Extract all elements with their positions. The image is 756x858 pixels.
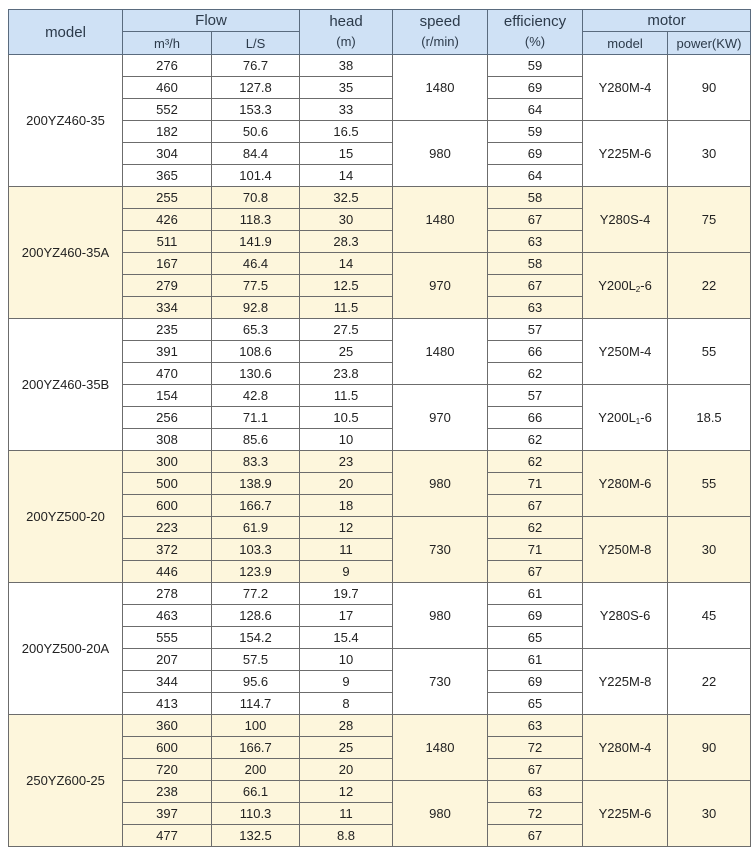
efficiency-cell: 72 xyxy=(488,737,583,759)
flow-m3h-cell: 182 xyxy=(123,121,212,143)
motor-model-cell xyxy=(583,649,668,715)
efficiency-cell: 63 xyxy=(488,715,583,737)
flow-m3h-cell: 344 xyxy=(123,671,212,693)
flow-ls-cell: 101.4 xyxy=(212,165,300,187)
head-cell: 30 xyxy=(300,209,393,231)
efficiency-cell: 67 xyxy=(488,495,583,517)
efficiency-cell: 65 xyxy=(488,627,583,649)
flow-m3h-cell: 372 xyxy=(123,539,212,561)
flow-ls-cell: 130.6 xyxy=(212,363,300,385)
motor-power-cell: 22 xyxy=(668,649,751,715)
speed-cell: 1480 xyxy=(393,55,488,121)
head-cell: 8 xyxy=(300,693,393,715)
model-block xyxy=(9,451,751,583)
motor-model-text: Y225M-6 xyxy=(598,146,652,161)
flow-ls-cell: 132.5 xyxy=(212,825,300,847)
head-cell: 16.5 xyxy=(300,121,393,143)
efficiency-cell: 57 xyxy=(488,385,583,407)
efficiency-cell: 69 xyxy=(488,77,583,99)
head-cell: 28.3 xyxy=(300,231,393,253)
motor-model-text: Y280S-4 xyxy=(599,212,651,227)
flow-ls-cell: 154.2 xyxy=(212,627,300,649)
head-cell: 12.5 xyxy=(300,275,393,297)
efficiency-cell: 66 xyxy=(488,407,583,429)
flow-m3h-cell: 460 xyxy=(123,77,212,99)
flow-m3h-cell: 600 xyxy=(123,737,212,759)
flow-m3h-cell: 154 xyxy=(123,385,212,407)
model-name-cell: 250YZ600-25 xyxy=(9,715,123,847)
flow-m3h-cell: 413 xyxy=(123,693,212,715)
motor-model-suffix: -6 xyxy=(640,277,652,293)
model-name-cell: 200YZ460-35 xyxy=(9,55,123,187)
header-flow: Flow xyxy=(123,10,300,32)
flow-m3h-cell: 426 xyxy=(123,209,212,231)
flow-m3h-cell: 255 xyxy=(123,187,212,209)
efficiency-cell: 67 xyxy=(488,825,583,847)
speed-cell: 970 xyxy=(393,385,488,451)
efficiency-cell: 57 xyxy=(488,319,583,341)
pump-spec-table xyxy=(8,9,751,847)
flow-ls-cell: 46.4 xyxy=(212,253,300,275)
flow-ls-cell: 85.6 xyxy=(212,429,300,451)
header-flow-m3h: m³/h xyxy=(123,32,212,55)
speed-cell: 730 xyxy=(393,517,488,583)
motor-model-cell xyxy=(583,319,668,385)
head-cell: 20 xyxy=(300,473,393,495)
motor-power-cell: 90 xyxy=(668,715,751,781)
motor-model-cell xyxy=(583,517,668,583)
flow-m3h-cell: 365 xyxy=(123,165,212,187)
speed-cell: 730 xyxy=(393,649,488,715)
head-cell: 28 xyxy=(300,715,393,737)
header-head-label: head xyxy=(329,13,363,30)
flow-m3h-cell: 720 xyxy=(123,759,212,781)
flow-m3h-cell: 300 xyxy=(123,451,212,473)
motor-model-cell xyxy=(583,715,668,781)
model-block xyxy=(9,319,751,451)
efficiency-cell: 69 xyxy=(488,143,583,165)
flow-m3h-cell: 276 xyxy=(123,55,212,77)
head-cell: 33 xyxy=(300,99,393,121)
motor-power-cell: 18.5 xyxy=(668,385,751,451)
table-row xyxy=(9,319,751,341)
motor-power-cell: 45 xyxy=(668,583,751,649)
motor-model-cell xyxy=(583,385,668,451)
spec-table-container xyxy=(8,9,750,847)
header-motor-model: model xyxy=(583,32,668,55)
efficiency-cell: 59 xyxy=(488,55,583,77)
efficiency-cell: 62 xyxy=(488,429,583,451)
speed-cell: 1480 xyxy=(393,715,488,781)
head-cell: 10 xyxy=(300,429,393,451)
header-speed-unit: (r/min) xyxy=(421,34,459,49)
speed-cell: 970 xyxy=(393,253,488,319)
efficiency-cell: 69 xyxy=(488,605,583,627)
motor-model-text: Y280M-6 xyxy=(598,476,652,491)
efficiency-cell: 71 xyxy=(488,473,583,495)
flow-ls-cell: 108.6 xyxy=(212,341,300,363)
flow-m3h-cell: 500 xyxy=(123,473,212,495)
flow-ls-cell: 71.1 xyxy=(212,407,300,429)
speed-cell: 980 xyxy=(393,583,488,649)
efficiency-cell: 67 xyxy=(488,759,583,781)
flow-ls-cell: 77.2 xyxy=(212,583,300,605)
header-efficiency xyxy=(488,10,583,55)
efficiency-cell: 67 xyxy=(488,561,583,583)
motor-model-text: Y280S-6 xyxy=(599,608,651,623)
header-motor-power: power(KW) xyxy=(668,32,751,55)
speed-cell: 1480 xyxy=(393,319,488,385)
table-row xyxy=(9,451,751,473)
speed-cell: 980 xyxy=(393,121,488,187)
flow-m3h-cell: 397 xyxy=(123,803,212,825)
head-cell: 12 xyxy=(300,517,393,539)
flow-m3h-cell: 360 xyxy=(123,715,212,737)
table-header xyxy=(9,10,751,55)
flow-m3h-cell: 477 xyxy=(123,825,212,847)
flow-ls-cell: 92.8 xyxy=(212,297,300,319)
motor-model-cell xyxy=(583,121,668,187)
head-cell: 25 xyxy=(300,737,393,759)
flow-ls-cell: 77.5 xyxy=(212,275,300,297)
flow-ls-cell: 138.9 xyxy=(212,473,300,495)
head-cell: 14 xyxy=(300,165,393,187)
flow-m3h-cell: 207 xyxy=(123,649,212,671)
flow-m3h-cell: 304 xyxy=(123,143,212,165)
flow-ls-cell: 166.7 xyxy=(212,495,300,517)
head-cell: 14 xyxy=(300,253,393,275)
motor-power-cell: 55 xyxy=(668,451,751,517)
flow-ls-cell: 70.8 xyxy=(212,187,300,209)
flow-m3h-cell: 463 xyxy=(123,605,212,627)
flow-m3h-cell: 334 xyxy=(123,297,212,319)
flow-m3h-cell: 235 xyxy=(123,319,212,341)
efficiency-cell: 67 xyxy=(488,209,583,231)
flow-ls-cell: 114.7 xyxy=(212,693,300,715)
table-row xyxy=(9,187,751,209)
model-name-cell: 200YZ500-20 xyxy=(9,451,123,583)
motor-model-cell xyxy=(583,187,668,253)
motor-power-cell: 55 xyxy=(668,319,751,385)
table-row xyxy=(9,715,751,737)
head-cell: 9 xyxy=(300,671,393,693)
flow-ls-cell: 123.9 xyxy=(212,561,300,583)
head-cell: 15.4 xyxy=(300,627,393,649)
head-cell: 32.5 xyxy=(300,187,393,209)
efficiency-cell: 62 xyxy=(488,451,583,473)
model-block xyxy=(9,55,751,187)
table-row xyxy=(9,55,751,77)
motor-model-cell xyxy=(583,781,668,847)
efficiency-cell: 62 xyxy=(488,363,583,385)
head-cell: 23.8 xyxy=(300,363,393,385)
efficiency-cell: 63 xyxy=(488,297,583,319)
header-flow-ls: L/S xyxy=(212,32,300,55)
flow-ls-cell: 100 xyxy=(212,715,300,737)
motor-model-cell xyxy=(583,253,668,319)
flow-ls-cell: 153.3 xyxy=(212,99,300,121)
flow-ls-cell: 127.8 xyxy=(212,77,300,99)
motor-model-text: Y280M-4 xyxy=(598,740,652,755)
efficiency-cell: 61 xyxy=(488,583,583,605)
flow-m3h-cell: 223 xyxy=(123,517,212,539)
model-name-cell: 200YZ500-20A xyxy=(9,583,123,715)
flow-m3h-cell: 238 xyxy=(123,781,212,803)
flow-ls-cell: 76.7 xyxy=(212,55,300,77)
efficiency-cell: 63 xyxy=(488,781,583,803)
flow-ls-cell: 141.9 xyxy=(212,231,300,253)
motor-model-text: Y250M-4 xyxy=(598,344,652,359)
flow-m3h-cell: 555 xyxy=(123,627,212,649)
motor-power-cell: 30 xyxy=(668,781,751,847)
model-block xyxy=(9,187,751,319)
head-cell: 19.7 xyxy=(300,583,393,605)
efficiency-cell: 71 xyxy=(488,539,583,561)
header-efficiency-label: efficiency xyxy=(503,13,567,30)
header-motor: motor xyxy=(583,10,751,32)
motor-power-cell: 90 xyxy=(668,55,751,121)
flow-m3h-cell: 256 xyxy=(123,407,212,429)
motor-model-cell xyxy=(583,55,668,121)
model-name-cell: 200YZ460-35B xyxy=(9,319,123,451)
model-block xyxy=(9,715,751,847)
model-name-cell: 200YZ460-35A xyxy=(9,187,123,319)
head-cell: 9 xyxy=(300,561,393,583)
flow-ls-cell: 57.5 xyxy=(212,649,300,671)
speed-cell: 1480 xyxy=(393,187,488,253)
motor-model-subscript: 2 xyxy=(635,284,641,294)
flow-m3h-cell: 308 xyxy=(123,429,212,451)
efficiency-cell: 66 xyxy=(488,341,583,363)
head-cell: 20 xyxy=(300,759,393,781)
header-speed-label: speed xyxy=(419,13,461,30)
efficiency-cell: 58 xyxy=(488,187,583,209)
head-cell: 18 xyxy=(300,495,393,517)
head-cell: 23 xyxy=(300,451,393,473)
model-block xyxy=(9,583,751,715)
flow-ls-cell: 65.3 xyxy=(212,319,300,341)
head-cell: 38 xyxy=(300,55,393,77)
head-cell: 10 xyxy=(300,649,393,671)
head-cell: 25 xyxy=(300,341,393,363)
flow-ls-cell: 103.3 xyxy=(212,539,300,561)
efficiency-cell: 69 xyxy=(488,671,583,693)
flow-ls-cell: 166.7 xyxy=(212,737,300,759)
motor-model-text: Y225M-8 xyxy=(598,674,652,689)
head-cell: 8.8 xyxy=(300,825,393,847)
head-cell: 35 xyxy=(300,77,393,99)
head-cell: 15 xyxy=(300,143,393,165)
motor-model-cell xyxy=(583,451,668,517)
efficiency-cell: 64 xyxy=(488,165,583,187)
motor-power-cell: 75 xyxy=(668,187,751,253)
flow-m3h-cell: 446 xyxy=(123,561,212,583)
header-head-unit: (m) xyxy=(336,34,356,49)
efficiency-cell: 62 xyxy=(488,517,583,539)
motor-model-text: Y250M-8 xyxy=(598,542,652,557)
header-efficiency-unit: (%) xyxy=(524,34,546,49)
efficiency-cell: 67 xyxy=(488,275,583,297)
head-cell: 11 xyxy=(300,803,393,825)
flow-m3h-cell: 279 xyxy=(123,275,212,297)
head-cell: 17 xyxy=(300,605,393,627)
motor-power-cell: 30 xyxy=(668,517,751,583)
header-model: model xyxy=(9,10,123,55)
flow-ls-cell: 110.3 xyxy=(212,803,300,825)
motor-model-subscript: 1 xyxy=(635,416,641,426)
flow-m3h-cell: 470 xyxy=(123,363,212,385)
flow-m3h-cell: 552 xyxy=(123,99,212,121)
table-row xyxy=(9,583,751,605)
motor-model-text: Y200L xyxy=(598,277,636,293)
flow-m3h-cell: 600 xyxy=(123,495,212,517)
flow-ls-cell: 50.6 xyxy=(212,121,300,143)
flow-ls-cell: 83.3 xyxy=(212,451,300,473)
motor-model-suffix: -6 xyxy=(640,409,652,425)
head-cell: 10.5 xyxy=(300,407,393,429)
flow-ls-cell: 95.6 xyxy=(212,671,300,693)
speed-cell: 980 xyxy=(393,451,488,517)
efficiency-cell: 65 xyxy=(488,693,583,715)
head-cell: 27.5 xyxy=(300,319,393,341)
flow-ls-cell: 200 xyxy=(212,759,300,781)
head-cell: 11.5 xyxy=(300,385,393,407)
motor-model-cell xyxy=(583,583,668,649)
flow-ls-cell: 128.6 xyxy=(212,605,300,627)
motor-power-cell: 30 xyxy=(668,121,751,187)
head-cell: 11 xyxy=(300,539,393,561)
motor-model-text: Y280M-4 xyxy=(598,80,652,95)
efficiency-cell: 72 xyxy=(488,803,583,825)
header-speed xyxy=(393,10,488,55)
flow-m3h-cell: 167 xyxy=(123,253,212,275)
flow-ls-cell: 84.4 xyxy=(212,143,300,165)
efficiency-cell: 61 xyxy=(488,649,583,671)
flow-ls-cell: 42.8 xyxy=(212,385,300,407)
speed-cell: 980 xyxy=(393,781,488,847)
motor-power-cell: 22 xyxy=(668,253,751,319)
motor-model-text: Y225M-6 xyxy=(598,806,652,821)
flow-m3h-cell: 391 xyxy=(123,341,212,363)
flow-m3h-cell: 511 xyxy=(123,231,212,253)
head-cell: 12 xyxy=(300,781,393,803)
efficiency-cell: 63 xyxy=(488,231,583,253)
flow-ls-cell: 66.1 xyxy=(212,781,300,803)
header-head xyxy=(300,10,393,55)
flow-ls-cell: 61.9 xyxy=(212,517,300,539)
flow-m3h-cell: 278 xyxy=(123,583,212,605)
head-cell: 11.5 xyxy=(300,297,393,319)
efficiency-cell: 64 xyxy=(488,99,583,121)
efficiency-cell: 59 xyxy=(488,121,583,143)
flow-ls-cell: 118.3 xyxy=(212,209,300,231)
efficiency-cell: 58 xyxy=(488,253,583,275)
motor-model-text: Y200L xyxy=(598,409,636,425)
